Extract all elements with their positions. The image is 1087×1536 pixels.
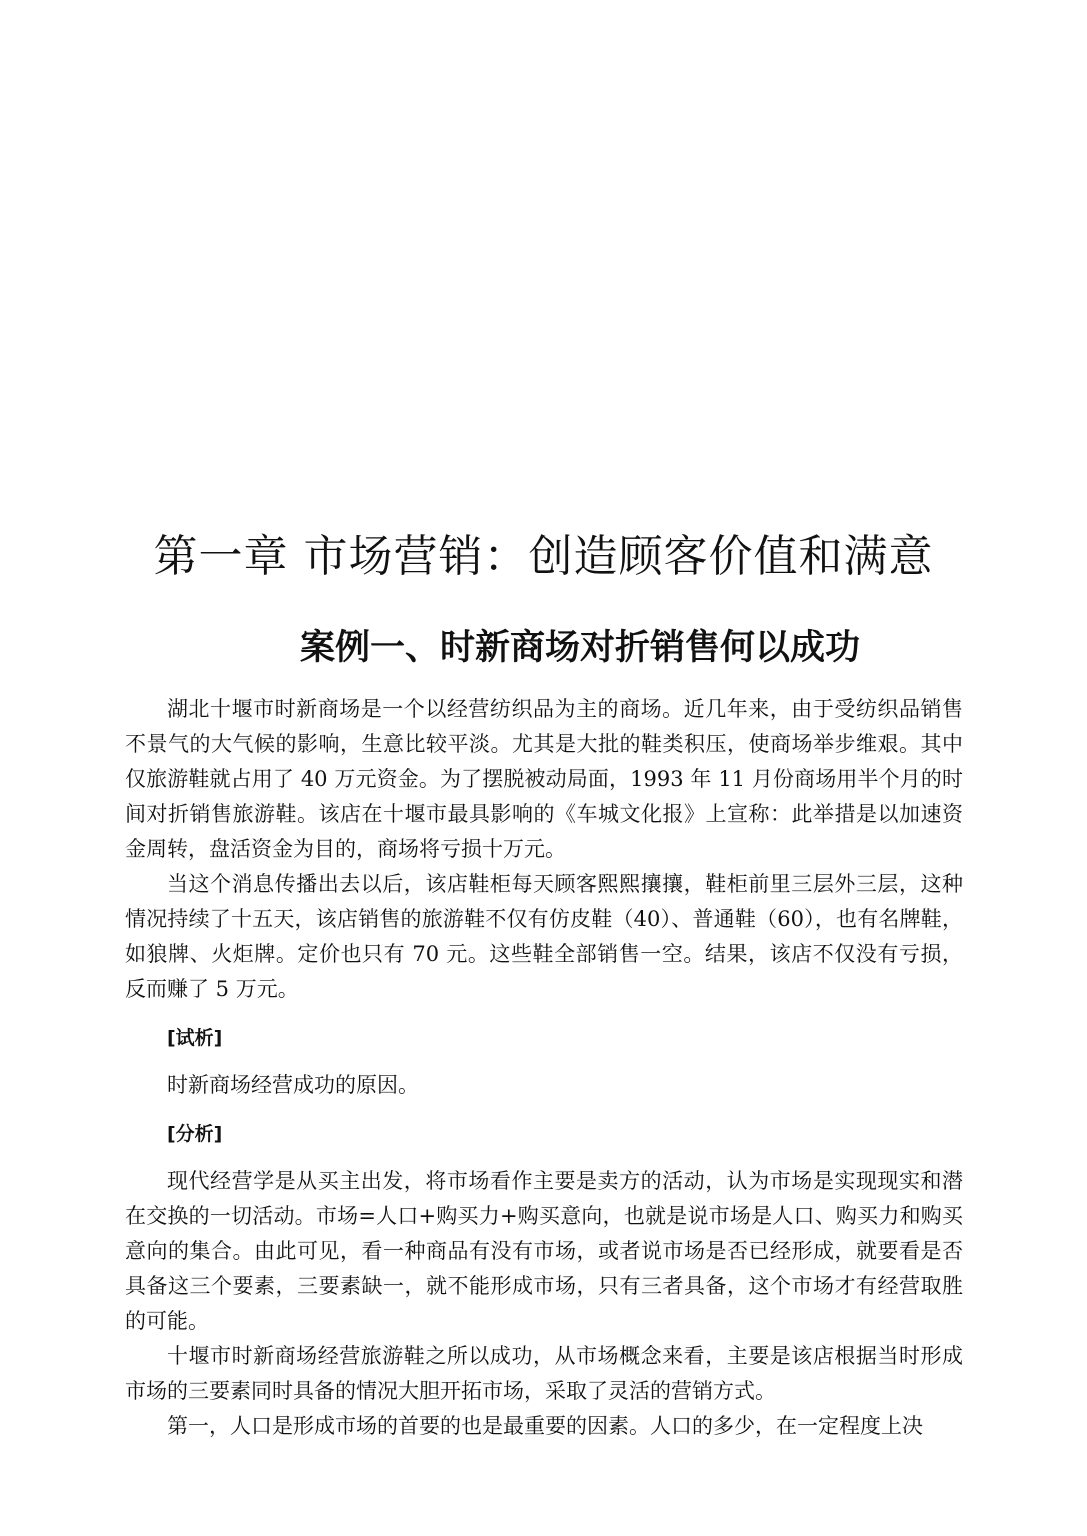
paragraph-case-result: 当这个消息传播出去以后，该店鞋柜每天顾客熙熙攘攘，鞋柜前里三层外三层，这种情况持续了十五天，该店销售的旅游鞋不仅有仿皮鞋（40）、普通鞋（60），也有名牌鞋，如狼牌、火炬牌。定价也只有 70 元。这些鞋全部销售一空。结果，该店不仅没有亏损，反而赚了 5 万元。 [125,872,963,1001]
case-title: 案例一、时新商场对折销售何以成功 [299,627,860,668]
paragraph-question: 时新商场经营成功的原因。 [167,1073,419,1097]
section-label-analysis: [分析] [167,1123,223,1145]
document-body [125,692,963,1444]
paragraph-analysis-market-concept: 现代经营学是从买主出发，将市场看作主要是卖方的活动，认为市场是实现现实和潜在交换的一切活动。市场=人口+购买力+购买意向，也就是说市场是人口、购买力和购买意向的集合。由此可见，看一种商品有没有市场，或者说市场是否已经形成，就要看是否具备这三个要素，三要素缺一，就不能形成市场，只有三者具备，这个市场才有经营取胜的可能。 [125,1169,963,1333]
chapter-title: 第一章 市场营销：创造顾客价值和满意 [153,531,934,582]
paragraph-case-background: 湖北十堰市时新商场是一个以经营纺织品为主的商场。近几年来，由于受纺织品销售不景气的大气候的影响，生意比较平淡。尤其是大批的鞋类积压，使商场举步维艰。其中仅旅游鞋就占用了 40 万元资金。为了摆脱被动局面，1993 年 11 月份商场用半个月的时间对折销售旅游鞋。该店在十堰市最具影响的《车城文化报》上宣称：此举措是以加速资金周转，盘活资金为目的，商场将亏损十万元。 [125,697,963,861]
paragraph-analysis-population: 第一，人口是形成市场的首要的也是最重要的因素。人口的多少，在一定程度上决 [167,1414,923,1438]
section-label-try-analysis: [试析] [167,1027,223,1049]
paragraph-analysis-success: 十堰市时新商场经营旅游鞋之所以成功，从市场概念来看，主要是该店根据当时形成市场的三要素同时具备的情况大胆开拓市场，采取了灵活的营销方式。 [125,1344,963,1403]
